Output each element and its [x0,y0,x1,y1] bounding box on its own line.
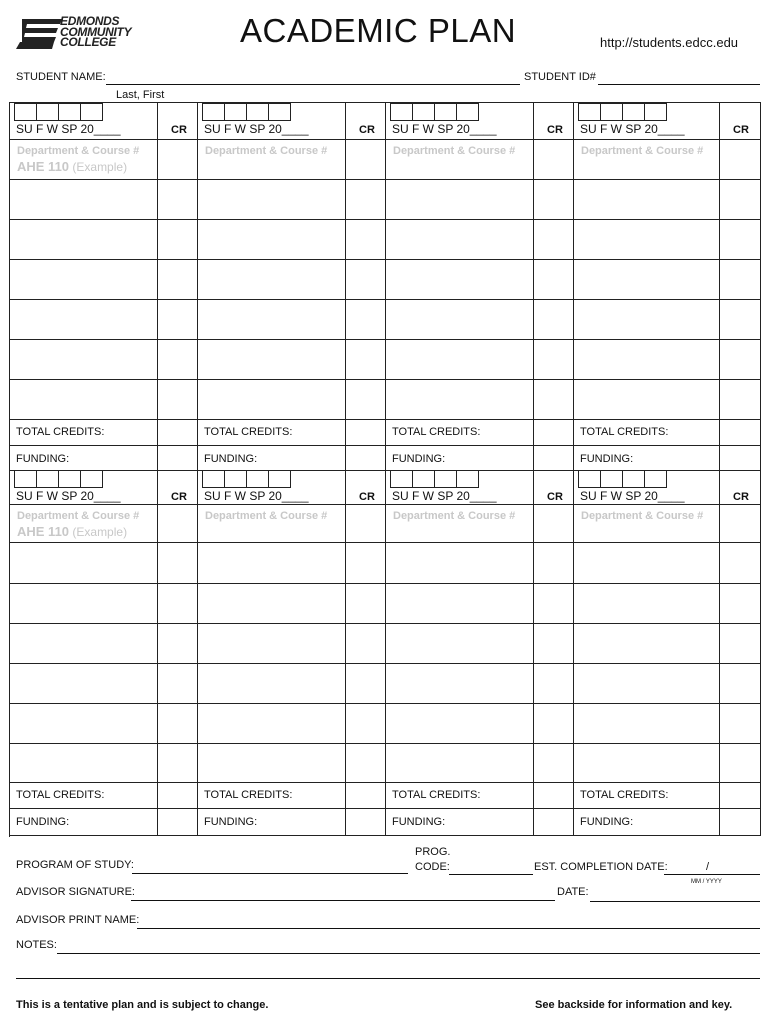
course-cell[interactable] [386,340,534,380]
course-cell[interactable] [386,744,534,783]
term-checkbox[interactable] [434,103,457,121]
credit-cell[interactable] [158,664,198,704]
prog-code-label-line2: CODE: [415,861,450,873]
credit-cell[interactable] [158,543,198,584]
term-checkboxes[interactable] [578,470,666,488]
credits-header: CR [359,124,375,136]
credit-cell[interactable] [720,543,761,584]
department-course-placeholder: Department & Course # [205,145,328,157]
term-header: SU F W SP 20____ [16,122,121,136]
total-credits-label: TOTAL CREDITS: [16,789,105,801]
credit-cell[interactable] [158,783,198,809]
credit-cell[interactable] [346,140,386,180]
credit-cell[interactable] [158,260,198,300]
credit-cell[interactable] [534,809,574,836]
course-cell[interactable] [10,300,158,340]
course-cell[interactable] [386,664,534,704]
credit-cell[interactable] [158,380,198,420]
course-cell[interactable] [198,543,346,584]
course-cell[interactable] [386,300,534,340]
term-checkbox[interactable] [36,103,59,121]
course-cell[interactable] [574,300,720,340]
department-course-placeholder: Department & Course # [17,145,140,157]
course-cell[interactable] [198,704,346,744]
term-checkboxes[interactable] [202,103,290,121]
credit-cell[interactable] [158,180,198,220]
course-cell[interactable] [386,584,534,624]
footer-disclaimer: This is a tentative plan and is subject to change. [16,999,269,1011]
course-cell[interactable] [198,624,346,664]
credit-cell[interactable] [720,260,761,300]
term-grid-bottom [9,470,761,837]
term-checkbox[interactable] [412,103,435,121]
department-course-placeholder: Department & Course # [393,145,516,157]
term-checkbox[interactable] [36,470,59,488]
course-cell[interactable] [198,380,346,420]
term-checkboxes[interactable] [202,470,290,488]
credit-cell[interactable] [346,584,386,624]
credit-cell[interactable] [720,744,761,783]
term-header: SU F W SP 20____ [580,122,685,136]
course-cell[interactable] [574,704,720,744]
term-checkbox[interactable] [14,103,37,121]
course-cell[interactable] [10,584,158,624]
student-id-label: STUDENT ID# [524,71,596,83]
credit-cell[interactable] [720,584,761,624]
course-cell[interactable] [198,180,346,220]
credits-header: CR [171,491,187,503]
example-course [17,159,127,174]
course-cell[interactable] [386,180,534,220]
term-checkbox[interactable] [246,470,269,488]
prog-code-field[interactable] [449,874,533,875]
course-cell[interactable] [386,260,534,300]
credit-cell[interactable] [720,505,761,543]
credit-cell[interactable] [158,505,198,543]
course-cell[interactable] [10,260,158,300]
credit-cell[interactable] [346,664,386,704]
example-course-note: (Example) [72,160,128,174]
example-course-code: AHE 110 [17,159,70,174]
credit-cell[interactable] [346,380,386,420]
term-checkbox[interactable] [456,470,479,488]
credit-cell[interactable] [158,300,198,340]
term-checkbox[interactable] [390,470,413,488]
student-id-field[interactable] [598,84,760,85]
credit-cell[interactable] [346,543,386,584]
credit-cell[interactable] [346,220,386,260]
term-checkboxes[interactable] [390,470,478,488]
course-cell[interactable] [198,664,346,704]
term-header: SU F W SP 20____ [16,489,121,503]
course-cell[interactable] [10,543,158,584]
credit-cell[interactable] [158,420,198,446]
credit-cell[interactable] [534,180,574,220]
term-checkbox[interactable] [58,103,81,121]
credit-cell[interactable] [720,783,761,809]
credits-header: CR [171,124,187,136]
credit-cell[interactable] [158,584,198,624]
funding-label: FUNDING: [16,453,70,465]
department-course-placeholder: Department & Course # [17,510,140,522]
credit-cell[interactable] [346,446,386,471]
credits-header: CR [733,491,749,503]
term-checkbox[interactable] [202,103,225,121]
term-checkbox[interactable] [14,470,37,488]
example-course-code: AHE 110 [17,524,70,539]
course-cell[interactable] [386,220,534,260]
funding-label: FUNDING: [580,816,634,828]
credits-header: CR [359,491,375,503]
footer-backside-note: See backside for information and key. [535,999,733,1011]
credit-cell[interactable] [158,340,198,380]
term-checkbox[interactable] [80,470,103,488]
course-cell[interactable] [10,220,158,260]
total-credits-label: TOTAL CREDITS: [204,426,293,438]
credit-cell[interactable] [720,704,761,744]
program-of-study-label: PROGRAM OF STUDY: [16,859,134,871]
program-of-study-field[interactable] [132,873,408,874]
example-course [17,524,127,539]
course-cell[interactable] [10,704,158,744]
credit-cell[interactable] [534,704,574,744]
term-header: SU F W SP 20____ [580,489,685,503]
advisor-print-name-field[interactable] [137,928,760,929]
credit-cell[interactable] [346,260,386,300]
course-cell[interactable] [386,624,534,664]
course-cell[interactable] [386,380,534,420]
course-cell[interactable] [10,340,158,380]
term-checkbox[interactable] [456,103,479,121]
course-cell[interactable] [574,380,720,420]
funding-label: FUNDING: [16,816,70,828]
credit-cell[interactable] [720,664,761,704]
department-course-placeholder: Department & Course # [393,510,516,522]
term-checkboxes[interactable] [14,103,102,121]
course-cell[interactable] [574,180,720,220]
credit-cell[interactable] [158,220,198,260]
term-checkbox[interactable] [434,470,457,488]
course-cell[interactable] [10,744,158,783]
credit-cell[interactable] [346,420,386,446]
course-cell[interactable] [574,744,720,783]
course-cell[interactable] [198,340,346,380]
course-cell[interactable] [198,744,346,783]
logo-line-1: EDMONDS [60,14,120,28]
credit-cell[interactable] [534,220,574,260]
term-checkboxes[interactable] [390,103,478,121]
term-header: SU F W SP 20____ [204,489,309,503]
college-logo [16,16,146,50]
credit-cell[interactable] [534,380,574,420]
credit-cell[interactable] [346,505,386,543]
term-grid-top [9,102,761,471]
term-checkbox[interactable] [202,470,225,488]
credit-cell[interactable] [720,140,761,180]
logo-line-3: COLLEGE [60,35,116,49]
credit-cell[interactable] [720,180,761,220]
student-name-field[interactable] [106,84,520,85]
date-slash: / [706,861,710,873]
credit-cell[interactable] [346,809,386,836]
term-header: SU F W SP 20____ [204,122,309,136]
term-checkbox[interactable] [600,103,623,121]
term-checkbox[interactable] [58,470,81,488]
credit-cell[interactable] [346,300,386,340]
credit-cell[interactable] [720,420,761,446]
credit-cell[interactable] [534,783,574,809]
college-logo-mark-icon [16,19,62,49]
credit-cell[interactable] [534,744,574,783]
credit-cell[interactable] [534,543,574,584]
course-cell[interactable] [10,624,158,664]
advisor-print-name-label: ADVISOR PRINT NAME: [16,914,140,926]
course-cell[interactable] [574,584,720,624]
est-completion-date-field[interactable] [664,874,760,875]
total-credits-label: TOTAL CREDITS: [580,789,669,801]
credit-cell[interactable] [720,809,761,836]
course-cell[interactable] [574,543,720,584]
term-checkbox[interactable] [268,470,291,488]
notes-line-1[interactable] [57,953,760,954]
est-completion-date-label: EST. COMPLETION DATE: [534,861,668,873]
course-cell[interactable] [198,260,346,300]
credit-cell[interactable] [534,300,574,340]
credit-cell[interactable] [346,180,386,220]
course-cell[interactable] [574,624,720,664]
total-credits-label: TOTAL CREDITS: [392,426,481,438]
advisor-signature-field[interactable] [131,900,555,901]
course-cell[interactable] [198,220,346,260]
credit-cell[interactable] [720,446,761,471]
student-name-hint: Last, First [116,89,165,101]
course-cell[interactable] [574,220,720,260]
term-checkbox[interactable] [390,103,413,121]
date-label: DATE: [557,886,589,898]
credit-cell[interactable] [534,664,574,704]
funding-label: FUNDING: [392,816,446,828]
total-credits-label: TOTAL CREDITS: [204,789,293,801]
term-checkbox[interactable] [644,103,667,121]
credit-cell[interactable] [158,744,198,783]
credit-cell[interactable] [158,140,198,180]
credit-cell[interactable] [720,624,761,664]
term-checkbox[interactable] [412,470,435,488]
total-credits-label: TOTAL CREDITS: [392,789,481,801]
credit-cell[interactable] [534,420,574,446]
college-logo-text [60,16,131,48]
term-checkbox[interactable] [246,103,269,121]
credit-cell[interactable] [158,704,198,744]
credit-cell[interactable] [534,505,574,543]
term-header: SU F W SP 20____ [392,122,497,136]
term-checkbox[interactable] [600,470,623,488]
credits-header: CR [547,491,563,503]
credit-cell[interactable] [158,624,198,664]
term-checkbox[interactable] [622,470,645,488]
credit-cell[interactable] [534,340,574,380]
term-checkbox[interactable] [622,103,645,121]
term-checkbox[interactable] [578,470,601,488]
credit-cell[interactable] [346,783,386,809]
department-course-placeholder: Department & Course # [581,145,704,157]
term-checkbox[interactable] [80,103,103,121]
logo-line-2: COMMUNITY [60,24,132,39]
course-cell[interactable] [574,260,720,300]
credit-cell[interactable] [346,624,386,664]
example-course-note: (Example) [72,525,128,539]
course-cell[interactable] [386,704,534,744]
course-cell[interactable] [10,180,158,220]
credit-cell[interactable] [720,220,761,260]
date-field[interactable] [590,901,760,902]
date-format-hint: MM / YYYY [691,879,722,885]
credits-header: CR [547,124,563,136]
course-cell[interactable] [386,543,534,584]
course-cell[interactable] [198,300,346,340]
credit-cell[interactable] [534,584,574,624]
total-credits-label: TOTAL CREDITS: [580,426,669,438]
credit-cell[interactable] [534,140,574,180]
credits-header: CR [733,124,749,136]
term-checkbox[interactable] [224,103,247,121]
term-checkbox[interactable] [268,103,291,121]
credit-cell[interactable] [346,704,386,744]
credit-cell[interactable] [720,340,761,380]
page-title: ACADEMIC PLAN [240,12,517,49]
notes-line-2[interactable] [16,978,760,979]
credit-cell[interactable] [720,300,761,340]
prog-code-label-line1: PROG. [415,846,451,858]
funding-label: FUNDING: [204,453,258,465]
term-checkboxes[interactable] [14,470,102,488]
department-course-placeholder: Department & Course # [205,510,328,522]
credit-cell[interactable] [346,744,386,783]
advisor-signature-label: ADVISOR SIGNATURE: [16,886,135,898]
credit-cell[interactable] [534,624,574,664]
funding-label: FUNDING: [204,816,258,828]
credit-cell[interactable] [534,446,574,471]
funding-label: FUNDING: [392,453,446,465]
course-cell[interactable] [198,584,346,624]
credit-cell[interactable] [720,380,761,420]
term-checkbox[interactable] [578,103,601,121]
term-header: SU F W SP 20____ [392,489,497,503]
course-cell[interactable] [10,664,158,704]
term-checkbox[interactable] [224,470,247,488]
course-cell[interactable] [10,380,158,420]
notes-label: NOTES: [16,939,57,951]
website-url: http://students.edcc.edu [600,35,739,50]
student-name-label: STUDENT NAME: [16,71,106,83]
total-credits-label: TOTAL CREDITS: [16,426,105,438]
course-cell[interactable] [574,664,720,704]
credit-cell[interactable] [158,446,198,471]
term-checkboxes[interactable] [578,103,666,121]
funding-label: FUNDING: [580,453,634,465]
department-course-placeholder: Department & Course # [581,510,704,522]
credit-cell[interactable] [534,260,574,300]
credit-cell[interactable] [346,340,386,380]
credit-cell[interactable] [158,809,198,836]
term-checkbox[interactable] [644,470,667,488]
course-cell[interactable] [574,340,720,380]
